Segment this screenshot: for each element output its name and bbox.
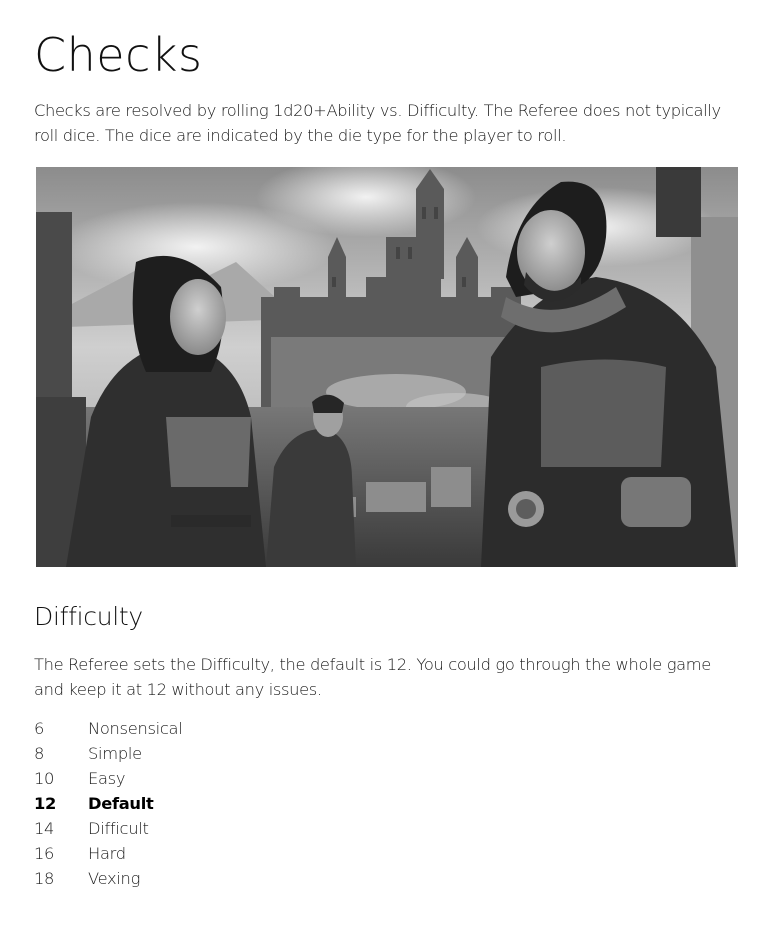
page-title: Checks xyxy=(34,28,203,82)
difficulty-label: Default xyxy=(88,794,154,813)
difficulty-value: 18 xyxy=(34,869,55,888)
difficulty-label: Vexing xyxy=(88,869,141,888)
difficulty-row xyxy=(34,816,182,841)
difficulty-value: 14 xyxy=(34,819,55,838)
difficulty-row xyxy=(34,716,182,741)
difficulty-label: Simple xyxy=(88,744,142,763)
difficulty-row xyxy=(34,741,182,766)
difficulty-list xyxy=(34,716,182,891)
difficulty-value: 8 xyxy=(34,744,45,763)
difficulty-heading: Difficulty xyxy=(34,602,143,631)
difficulty-row xyxy=(34,766,182,791)
difficulty-value: 16 xyxy=(34,844,55,863)
difficulty-label: Hard xyxy=(88,844,126,863)
difficulty-row xyxy=(34,841,182,866)
difficulty-label: Nonsensical xyxy=(88,719,183,738)
difficulty-label: Difficult xyxy=(88,819,149,838)
difficulty-value: 12 xyxy=(34,794,57,813)
hero-illustration-art xyxy=(36,167,738,567)
difficulty-row xyxy=(34,866,182,891)
difficulty-value: 10 xyxy=(34,769,55,788)
difficulty-paragraph: The Referee sets the Difficulty, the default is 12. You could go through the whole game and keep it at 12 without any issues. xyxy=(34,655,711,699)
difficulty-value: 6 xyxy=(34,719,45,738)
hero-illustration xyxy=(36,167,738,567)
difficulty-label: Easy xyxy=(88,769,126,788)
intro-paragraph: Checks are resolved by rolling 1d20+Ability vs. Difficulty. The Referee does not typically roll dice. The dice are indicated by the die type for the player to roll. xyxy=(34,101,721,145)
difficulty-row xyxy=(34,791,182,816)
